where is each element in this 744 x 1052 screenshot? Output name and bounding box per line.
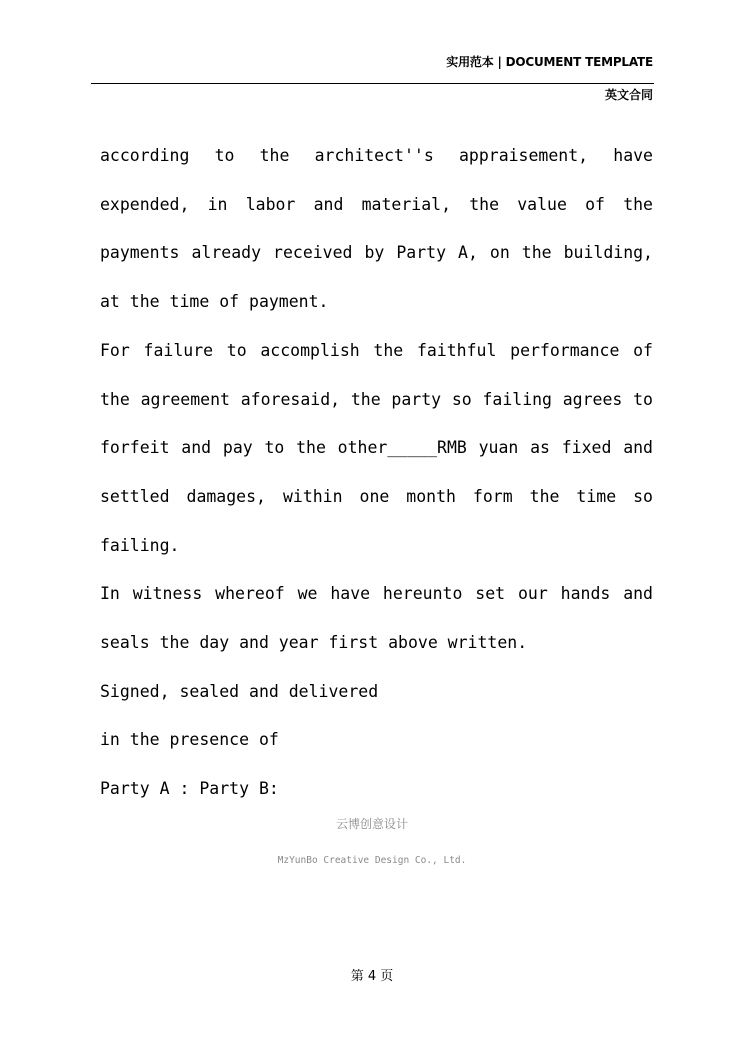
signature-line: in the presence of	[100, 730, 279, 750]
header-title: 实用范本 | DOCUMENT TEMPLATE	[446, 55, 653, 69]
party-signature-line: Party A : Party B:	[100, 779, 279, 799]
page-number: 第 4 页	[350, 969, 394, 984]
body-paragraph: For failure to accomplish the faithful performance of the agreement aforesaid, the party so failing agrees to forfeit and pay to the other_____RMB yuan as fixed and settled damages, within one month form the time so failing.	[100, 340, 653, 555]
body-paragraph: according to the architect''s appraisement, have expended, in labor and material, the value of the payments already received by Party A, on the building, at the time of payment.	[100, 146, 653, 312]
body-paragraph: In witness whereof we have hereunto set our hands and seals the day and year first above written.	[100, 584, 653, 653]
footer-company-cn: 云博创意设计	[335, 817, 408, 831]
signature-line: Signed, sealed and delivered	[100, 681, 379, 701]
document-body	[100, 132, 653, 814]
header-divider	[91, 83, 654, 84]
header-subtitle: 英文合同	[604, 88, 653, 102]
footer-company-en: MzYunBo Creative Design Co., Ltd.	[277, 855, 467, 866]
